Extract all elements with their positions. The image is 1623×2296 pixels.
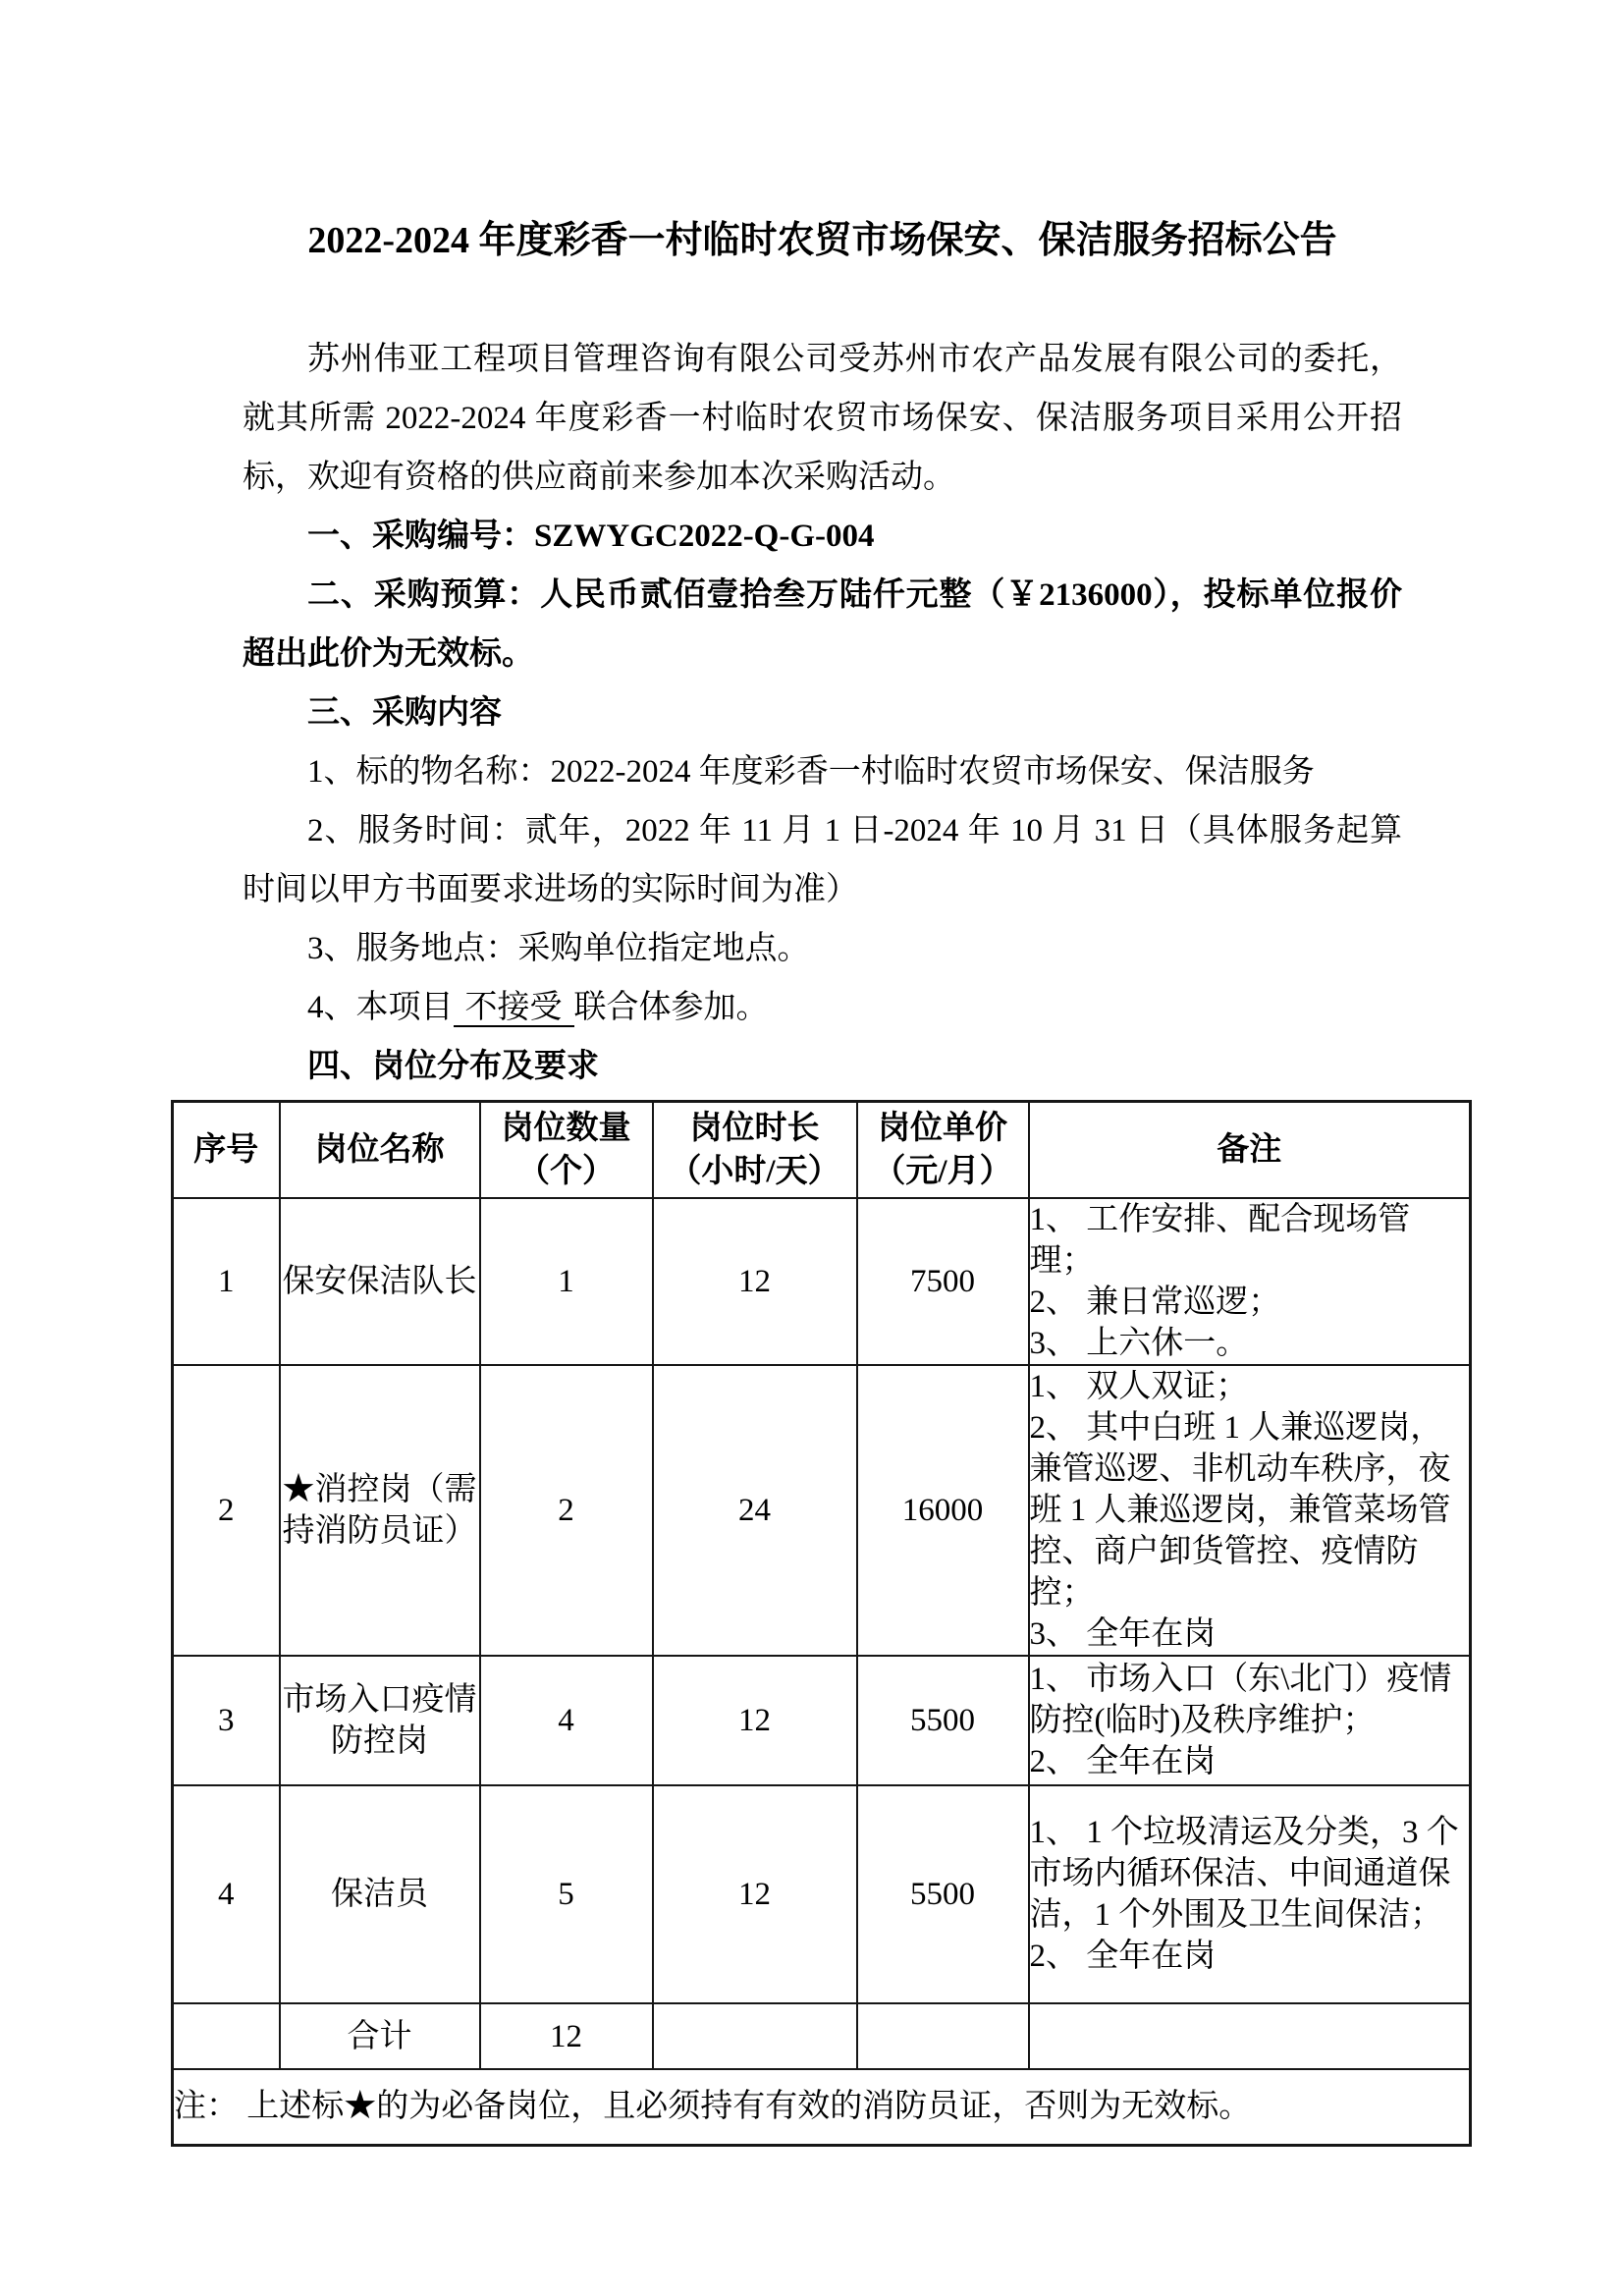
seq-cell: 3 (173, 1656, 280, 1785)
table-row-4 (173, 1785, 1471, 2003)
item-service-location: 3、服务地点：采购单位指定地点。 (307, 931, 810, 966)
remarks-cell (1029, 1785, 1471, 2003)
remark-item: 2、 其中白班 1 人兼巡逻岗，兼管巡逻、非机动车秩序，夜班 1 人兼巡逻岗，兼管菜场管控、商户卸货管控、疫情防控； (1029, 1410, 1451, 1611)
section-procurement-budget: 二、采购预算：人民币贰佰壹拾叁万陆仟元整（￥2136000），投标单位报价超出此价为无效标。 (243, 577, 1402, 672)
item-consortium-suffix: 联合体参加。 (573, 990, 769, 1025)
not-accepted-underlined-text: 不接受 (454, 990, 574, 1027)
remark-item: 2、 全年在岗 (1029, 1744, 1217, 1779)
remarks-cell (1029, 1365, 1471, 1656)
hours-cell: 12 (653, 1198, 857, 1365)
position-name-cell: 保洁员 (280, 1785, 480, 2003)
table-note-text: 注： 上述标★的为必备岗位，且必须持有有效的消防员证，否则为无效标。 (173, 2069, 1471, 2145)
hours-cell: 12 (653, 1785, 857, 2003)
total-price-cell (857, 2003, 1029, 2069)
section-position-distribution: 四、岗位分布及要求 (307, 1049, 599, 1084)
section-procurement-number: 一、采购编号：SZWYGC2022-Q-G-004 (307, 519, 875, 554)
remark-item: 1、 1 个垃圾清运及分类，3 个市场内循环保洁、中间通道保洁，1 个外围及卫生间保洁； (1029, 1815, 1459, 1933)
total-label-cell: 合计 (280, 2003, 480, 2069)
item-consortium (243, 978, 1402, 1037)
remark-item: 2、 全年在岗 (1029, 1939, 1217, 1974)
table-row-3 (173, 1656, 1471, 1785)
item-service-time: 2、服务时间：贰年，2022 年 11 月 1 日-2024 年 10 月 31 日（具体服务起算时间以甲方书面要求进场的实际时间为准） (243, 813, 1402, 907)
section-procurement-content: 三、采购内容 (307, 695, 502, 731)
remark-item: 1、 双人双证； (1029, 1369, 1249, 1404)
count-cell: 2 (480, 1365, 653, 1656)
count-cell: 5 (480, 1785, 653, 2003)
header-position-hours: 岗位时长 （小时/天） (653, 1102, 857, 1199)
seq-cell: 4 (173, 1785, 280, 2003)
remark-item: 2、 兼日常巡逻； (1029, 1285, 1281, 1320)
price-cell: 7500 (857, 1198, 1029, 1365)
position-name-cell: 保安保洁队长 (280, 1198, 480, 1365)
position-name-cell: ★消控岗（需持消防员证） (280, 1365, 480, 1656)
item-consortium-prefix: 4、本项目 (307, 990, 454, 1025)
hours-cell: 12 (653, 1656, 857, 1785)
intro-paragraph: 苏州伟亚工程项目管理咨询有限公司受苏州市农产品发展有限公司的委托，就其所需 2022-2024 年度彩香一村临时农贸市场保安、保洁服务项目采用公开招标，欢迎有资格的供应商前来参加本次采购活动。 (243, 342, 1402, 495)
table-row-1 (173, 1198, 1471, 1365)
seq-cell: 2 (173, 1365, 280, 1656)
total-hours-cell (653, 2003, 857, 2069)
table-note-row (173, 2069, 1471, 2145)
price-cell: 5500 (857, 1785, 1029, 2003)
total-count-cell: 12 (480, 2003, 653, 2069)
document-body (243, 330, 1402, 1096)
header-seq: 序号 (173, 1102, 280, 1199)
total-seq-cell (173, 2003, 280, 2069)
table-header-row (173, 1102, 1471, 1199)
remark-item: 3、 全年在岗 (1029, 1616, 1217, 1652)
seq-cell: 1 (173, 1198, 280, 1365)
header-remarks: 备注 (1029, 1102, 1471, 1199)
count-cell: 4 (480, 1656, 653, 1785)
price-cell: 5500 (857, 1656, 1029, 1785)
hours-cell: 24 (653, 1365, 857, 1656)
total-remarks-cell (1029, 2003, 1471, 2069)
position-name-cell: 市场入口疫情防控岗 (280, 1656, 480, 1785)
header-position-name: 岗位名称 (280, 1102, 480, 1199)
count-cell: 1 (480, 1198, 653, 1365)
positions-table-wrapper (171, 1100, 1623, 2147)
remark-item: 1、 工作安排、配合现场管理； (1029, 1202, 1411, 1279)
header-position-price: 岗位单价 （元/月） (857, 1102, 1029, 1199)
remarks-cell (1029, 1198, 1471, 1365)
price-cell: 16000 (857, 1365, 1029, 1656)
document-title: 2022-2024 年度彩香一村临时农贸市场保安、保洁服务招标公告 (307, 220, 1337, 261)
positions-table (171, 1100, 1472, 2147)
remark-item: 3、 上六休一。 (1029, 1326, 1249, 1361)
remarks-cell (1029, 1656, 1471, 1785)
remark-item: 1、 市场入口（东\北门）疫情防控(临时)及秩序维护； (1029, 1662, 1452, 1738)
table-row-2 (173, 1365, 1471, 1656)
item-subject-name: 1、标的物名称：2022-2024 年度彩香一村临时农贸市场保安、保洁服务 (307, 754, 1315, 790)
header-position-count: 岗位数量 （个） (480, 1102, 653, 1199)
table-total-row (173, 2003, 1471, 2069)
